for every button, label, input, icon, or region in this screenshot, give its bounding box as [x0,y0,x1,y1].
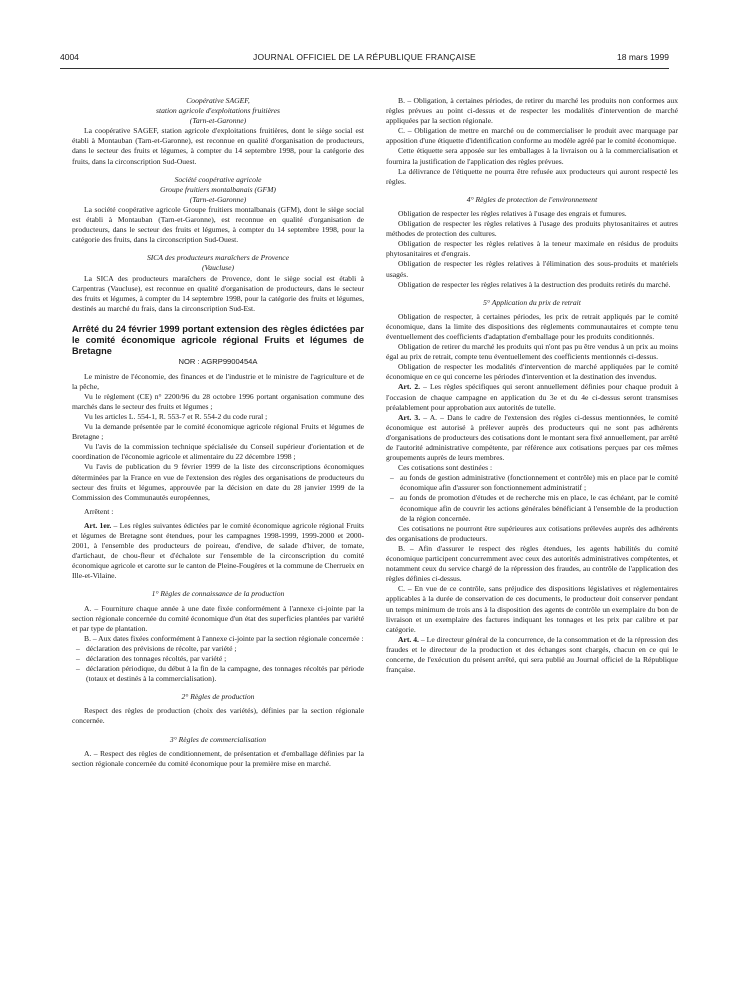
visa-ministres: Le ministre de l'économie, des finances et de l'industrie et le ministre de l'agriculture et de la pêche, [72,371,364,391]
issue-date: 18 mars 1999 [617,52,669,62]
article-4 [386,635,678,675]
section-4-item: Obligation de respecter les règles relatives à la teneur maximale en résidus de produits phytosanitaires et d'engrais. [386,239,678,259]
section-3-a: A. – Respect des règles de conditionnement, de présentation et d'emballage définies par la section régionale concernée du comité économique pour la première mise en marché. [72,748,364,768]
article-3-plafond: Ces cotisations ne pourront être supérieures aux cotisations prélevées auprès des adhérents des organisations de producteurs. [386,523,678,543]
section-1-item: – déclaration des tonnages récoltés, par variété ; [72,654,364,664]
article-1 [72,521,364,582]
article-3-b: B. – Afin d'assurer le respect des règles étendues, les agents habilités du comité économique participent concurremment avec ceux des autorités administratives compétentes, et notamment ceux du service chargé de la répression des fraudes, au contrôle de l'application des règles définies ci-dessus. [386,543,678,584]
section-1-item: – déclaration périodique, du début à la fin de la campagne, des tonnages récoltés par période (totaux et destinés à la commercialisation). [72,664,364,684]
left-column [72,96,364,769]
nor-reference: NOR : AGRP9900454A [178,357,258,367]
gfm-title: Société coopérative agricole [174,174,262,184]
section-2-title: 2° Règles de production [181,692,255,702]
visa-demande: Vu la demande présentée par le comité économique agricole régional Fruits et légumes de Bretagne ; [72,422,364,442]
sica-dept: (Vaucluse) [201,263,235,273]
visa-reglement: Vu le règlement (CE) n° 2200/96 du 28 octobre 1996 portant organisation commune des marchés dans le secteur des fruits et légumes ; [72,391,364,411]
section-4-item: Obligation de respecter les règles relatives à l'usage des engrais et fumures. [398,208,627,218]
arretent: Arrêtent : [84,506,114,516]
section-3-c: C. – Obligation de mettre en marché ou de commercialiser le produit avec marquage par apposition d'une étiquette d'identification conforme au modèle agréé par le comité économique. [386,126,678,146]
section-5-item: Obligation de retirer du marché les produits qui n'ont pas pu être vendus à un prix au moins égal au prix de retrait, compte tenu éventuellement des coefficients mentionnés ci-dessus. [386,342,678,362]
gfm-subtitle: Groupe fruitiers montalbanais (GFM) [160,184,276,194]
gfm-body: La société coopérative agricole Groupe fruitiers montalbanais (GFM), dont le siège social est établi à Montauban (Tarn-et-Garonne), est reconnue en qualité d'organisation de producteurs, dans le secteur des fruits et légumes, à compter du 14 septembre 1998, pour la catégorie des fruits, dans la circonscription Sud-Ouest. [72,204,364,245]
article-3-c: C. – En vue de ce contrôle, sans préjudice des dispositions législatives et réglementaires applicables à la durée de conservation de ces documents, le producteur doit conserver pendant un temps minimum de trois ans à la disposition des agents de contrôle un exemplaire du bon de livraison et un exemplaire des factures indiquant les tonnages et les prix par calibre et par catégorie. [386,584,678,634]
article-1-label: Art. 1er. [84,520,112,530]
section-4-item: Obligation de respecter les règles relatives à la destruction des produits retirés du marché. [398,279,671,289]
section-5-item: Obligation de respecter, à certaines périodes, les prix de retrait appliqués par le comité économique, dans la limite des dispositions des règlements communautaires et compte tenu éventuellement des coefficients d'adaptation d'emballage pour les produits conditionnés. [386,311,678,341]
article-4-body: – Le directeur général de la concurrence, de la consommation et de la répression des fraudes et le directeur de la production et des échanges sont chargés, chacun en ce qui le concerne, de l'exécution du présent arrêté, qui sera publié au Journal officiel de la République française. [386,634,678,675]
page-number: 4004 [60,52,79,62]
visa-commission: Vu l'avis de la commission technique spécialisée du Conseil supérieur d'orientation et de coordination de l'économie agricole et alimentaire du 22 décembre 1998 ; [72,442,364,462]
section-1-title: 1° Règles de connaissance de la production [151,589,285,599]
section-5-title: 5° Application du prix de retrait [483,297,581,307]
gfm-dept: (Tarn-et-Garonne) [189,194,247,204]
section-1-a: A. – Fourniture chaque année à une date fixée conformément à l'annexe ci-jointe par la section régionale concernée du comité économique d'un état des superficies plantées par variété et par type de plantation. [72,603,364,633]
section-4-item: Obligation de respecter les règles relatives à l'élimination des sous-produits et matériels usagés. [386,259,678,279]
sagef-title: Coopérative SAGEF, [186,96,250,105]
sica-body: La SICA des producteurs maraîchers de Provence, dont le siège social est établi à Carpentras (Vaucluse), est reconnue en qualité d'organisation de producteurs, dans le secteur des fruits et légumes, à compter du 14 septembre 1998, pour la catégorie des fruits et légumes, destinés au marché du frais, dans la circonscription Sud-Est. [72,273,364,313]
section-1-item: – déclaration des prévisions de récolte, par variété ; [72,644,364,654]
article-3-item: – au fonds de gestion administrative (fonctionnement et contrôle) mis en place par le comité économique afin d'assurer son fonctionnement administratif ; [386,473,678,493]
journal-title: JOURNAL OFFICIEL DE LA RÉPUBLIQUE FRANÇAISE [253,52,476,62]
article-2-label: Art. 2. [398,382,421,392]
arrete-title: Arrêté du 24 février 1999 portant extension des règles édictées par le comité économique agricole régional Fruits et légumes de Bretagne [72,323,364,357]
section-5-item: Obligation de respecter les modalités d'intervention de marché appliquées par le comité économique en ce qui concerne les périodes d'intervention et la destination des invendus. [386,362,678,382]
section-4-item: Obligation de respecter les règles relatives à l'usage des produits phytosanitaires et autres méthodes de protection des cultures. [386,219,678,239]
article-2-body: – Les règles spécifiques qui seront annuellement définies pour chaque produit à l'occasion de chaque campagne en application du 3e et du 4e ci-dessus seront transmises préalablement pour approbation aux autorités de tutelle. [386,382,678,412]
sica-title: SICA des producteurs maraîchers de Provence [146,253,290,263]
visa-publication: Vu l'avis de publication du 9 février 1999 de la liste des circonscriptions économiques déterminées par la France en vue de l'extension des règles des organisations de producteurs du secteur des fruits et légumes, approuvée par la décision en date du 28 janvier 1999 de la Commission des Communautés européennes, [72,462,364,502]
article-1-body: – Les règles suivantes édictées par le comité économique agricole régional Fruits et légumes de Bretagne sont étendues, pour les campagnes 1998-1999, 1999-2000 et 2000-2001, à l'ensemble des producteurs de poireau, d'endive, de salade d'hiver, de tomate, d'artichaut, de chou-fleur et d'échalote sur l'ensemble de la circonscription du comité économique agricole et carotte sur le canton de Pleine-Fougères et la commune de Cherrueix en Ille-et-Vilaine. [72,520,364,581]
article-4-label: Art. 4. [398,634,419,644]
section-3-c-delivrance: La délivrance de l'étiquette ne pourra être refusée aux producteurs qui auront respecté les règles. [386,166,678,186]
visa-code-rural: Vu les articles L. 554-1, R. 553-7 et R. 554-2 du code rural ; [84,411,268,421]
article-3 [386,413,678,463]
section-3-title: 3° Règles de commercialisation [169,734,267,744]
section-4-title: 4° Règles de protection de l'environnement [466,194,598,204]
page-header [60,52,669,66]
article-3-body: – A. – Dans le cadre de l'extension des règles ci-dessus mentionnées, le comité économique est autorisé à prélever auprès des producteurs qui ne sont pas adhérents d'organisations de producteurs des cotisations dont le montant sera fixé annuellement, par arrêté de l'autorité administrative compétente, par référence aux cotisations perçues par ces mêmes groupements auprès de leurs membres. [386,412,678,463]
article-3-item: – au fonds de promotion d'études et de recherche mis en place, le cas échéant, par le comité économique afin de couvrir les actions générales bénéficiant à l'ensemble de la production de la région concernée. [386,493,678,523]
sagef-body: La coopérative SAGEF, station agricole d'exploitations fruitières, dont le siège social est établi à Montauban (Tarn-et-Garonne), est reconnue en qualité d'organisation de producteurs, dans le secteur des fruits et légumes, à compter du 14 septembre 1998, pour la catégorie des fruits, dans la circonscription Sud-Ouest. [72,126,364,166]
sagef-dept: (Tarn-et-Garonne) [189,116,247,126]
section-3-b: B. – Obligation, à certaines périodes, de retirer du marché les produits non conformes aux règles prévues au point ci-dessus et de respecter les modalités d'intervention de marché appliquées par la section régionale. [386,96,678,126]
header-rule [60,68,669,69]
article-3-destinees: Ces cotisations sont destinées : [398,463,493,473]
section-1-b: B. – Aux dates fixées conformément à l'annexe ci-jointe par la section régionale concernée : [84,633,364,643]
sagef-subtitle: station agricole d'exploitations fruitières [156,106,280,116]
section-2-body: Respect des règles de production (choix des variétés), définies par la section régionale concernée. [72,706,364,726]
right-column [386,96,678,675]
section-3-c-etiquette: Cette étiquette sera apposée sur les emballages à la livraison ou à la commercialisation et fournira la justification de l'application des règles prévues. [386,146,678,166]
article-3-label: Art. 3. [398,412,421,422]
article-2 [386,382,678,412]
